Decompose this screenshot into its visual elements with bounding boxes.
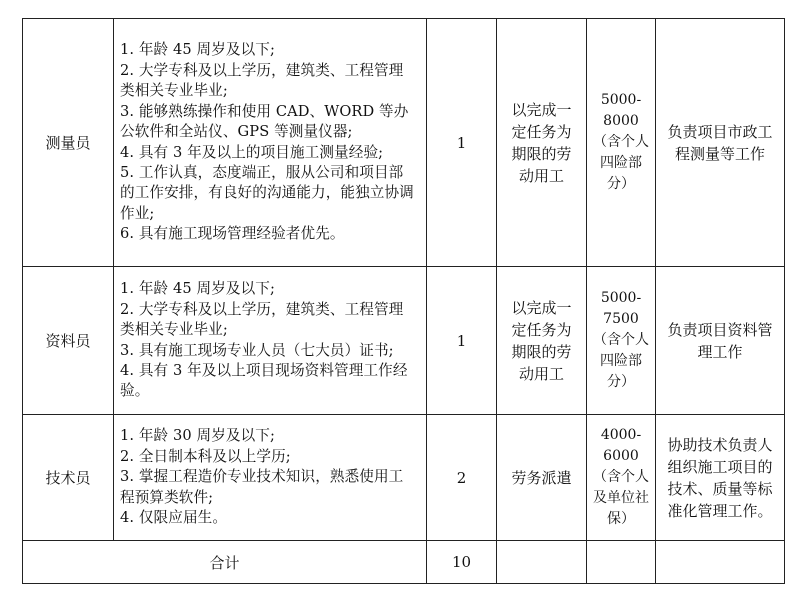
headcount-cell: 2 [427, 415, 497, 541]
requirement-line: 2. 大学专科及以上学历，建筑类、工程管理类相关专业毕业; [120, 300, 404, 339]
table-row [23, 415, 785, 541]
requirements-cell [114, 415, 427, 541]
requirement-line: 3. 掌握工程造价专业技术知识，熟悉使用工程预算类软件; [120, 468, 404, 506]
duty-cell: 负责项目市政工程测量等工作 [656, 19, 785, 267]
requirement-line: 2. 全日制本科及以上学历; [120, 447, 291, 465]
headcount-cell: 1 [427, 267, 497, 415]
requirement-line: 1. 年龄 30 周岁及以下; [120, 427, 275, 445]
requirement-line: 6. 具有施工现场管理经验者优先。 [120, 225, 345, 243]
duty-cell: 协助技术负责人组织施工项目的技术、质量等标准化管理工作。 [656, 415, 785, 541]
duty-cell: 负责项目资料管理工作 [656, 267, 785, 415]
requirement-line: 3. 具有施工现场专业人员（七大员）证书; [120, 341, 394, 359]
requirement-line: 2. 大学专科及以上学历，建筑类、工程管理类相关专业毕业; [120, 61, 404, 100]
empty-cell [656, 541, 785, 584]
requirement-line: 4. 仅限应届生。 [120, 509, 228, 527]
total-label: 合计 [23, 541, 427, 584]
employment-type-cell: 以完成一定任务为期限的劳动用工 [497, 19, 587, 267]
requirement-line: 1. 年龄 45 周岁及以下; [120, 280, 275, 298]
recruitment-table [22, 18, 785, 584]
total-row [23, 541, 785, 584]
empty-cell [587, 541, 656, 584]
requirement-line: 4. 具有 3 年及以上项目现场资料管理工作经验。 [120, 361, 408, 400]
empty-cell [497, 541, 587, 584]
requirements-cell [114, 267, 427, 415]
requirements-cell [114, 19, 427, 267]
salary-cell: 4000-6000（含个人及单位社保） [587, 415, 656, 541]
salary-cell: 5000-7500（含个人四险部分） [587, 267, 656, 415]
employment-type-cell: 劳务派遣 [497, 415, 587, 541]
requirement-line: 5. 工作认真，态度端正，服从公司和项目部的工作安排，有良好的沟通能力，能独立协调作业; [120, 163, 414, 222]
table-row [23, 19, 785, 267]
position-cell: 技术员 [23, 415, 114, 541]
requirement-line: 1. 年龄 45 周岁及以下; [120, 41, 275, 59]
requirement-line: 4. 具有 3 年及以上的项目施工测量经验; [120, 143, 384, 161]
headcount-cell: 1 [427, 19, 497, 267]
table-row [23, 267, 785, 415]
position-cell: 测量员 [23, 19, 114, 267]
requirement-line: 3. 能够熟练操作和使用 CAD、WORD 等办公软件和全站仪、GPS 等测量仪器; [120, 102, 409, 141]
salary-cell: 5000-8000（含个人四险部分） [587, 19, 656, 267]
total-count: 10 [427, 541, 497, 584]
position-cell: 资料员 [23, 267, 114, 415]
employment-type-cell: 以完成一定任务为期限的劳动用工 [497, 267, 587, 415]
